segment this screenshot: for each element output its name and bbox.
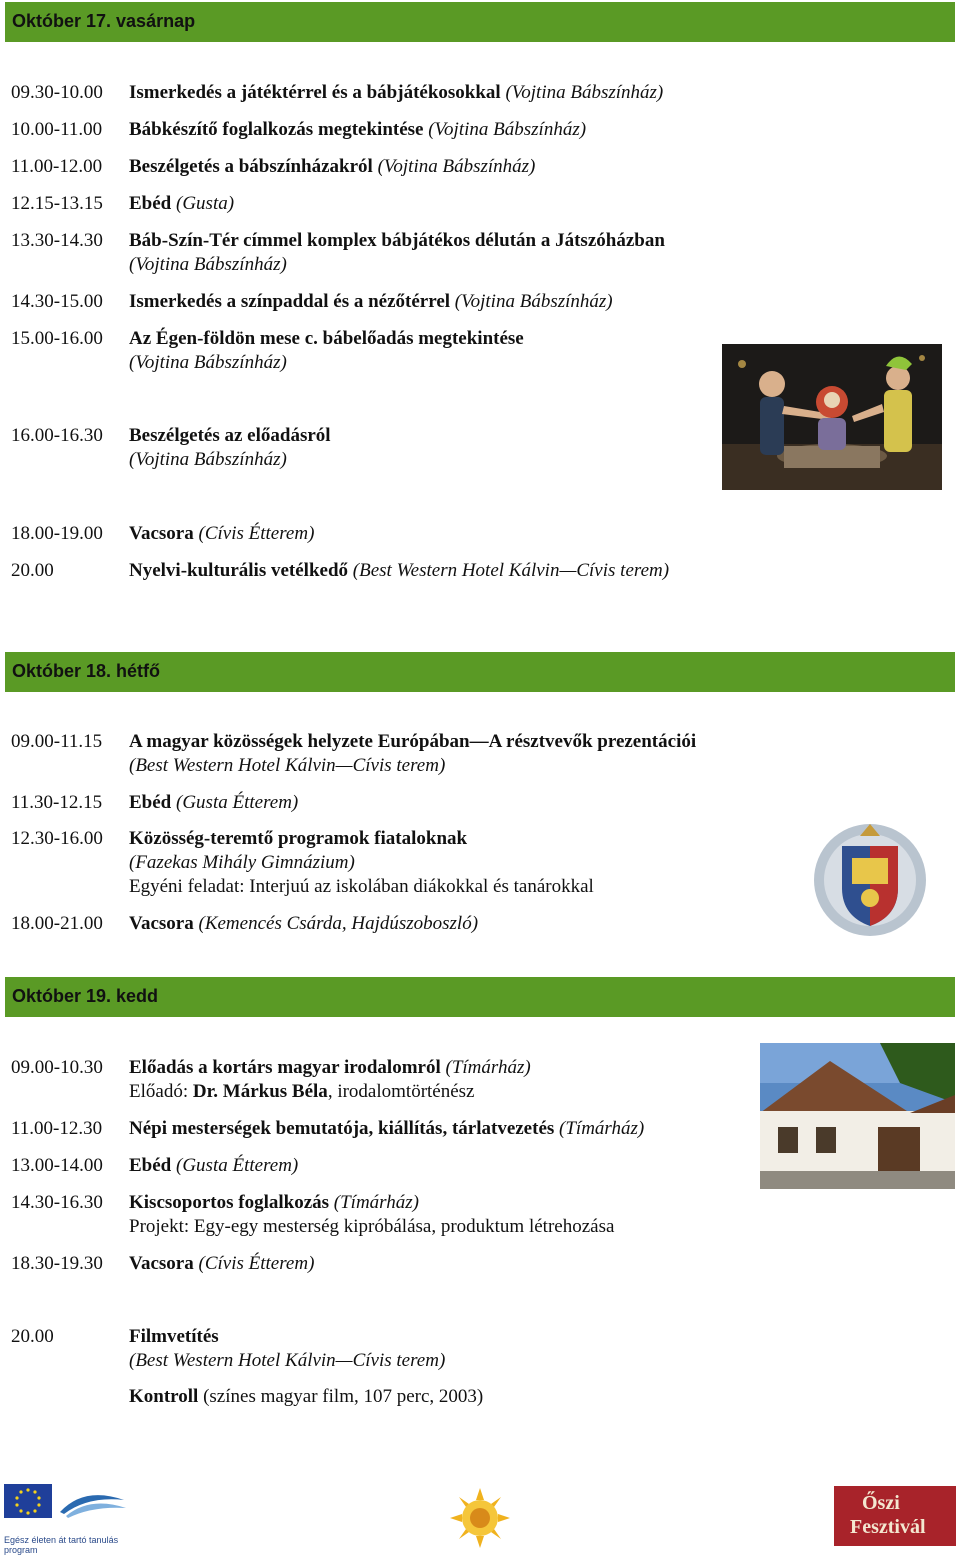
festival-word-2: Fesztivál	[850, 1516, 926, 1538]
event-location: (Cívis Étterem)	[198, 1253, 315, 1274]
event-title: Vacsora	[129, 1253, 194, 1274]
event-title: Közösség-teremtő programok fiataloknak	[129, 828, 468, 849]
time: 09.00-10.30	[11, 1057, 103, 1078]
day-heading-bar	[5, 652, 955, 692]
time: 18.00-21.00	[11, 913, 103, 934]
event-location: (Vojtina Bábszínház)	[377, 156, 536, 177]
time: 20.00	[11, 1326, 54, 1347]
event-title: Ebéd	[129, 792, 172, 813]
event-location: (Tímárház)	[333, 1192, 419, 1213]
time: 16.00-16.30	[11, 425, 103, 446]
event-title: Népi mesterségek bemutatója, kiállítás, tárlatvezetés	[129, 1118, 555, 1139]
day-heading-bar	[5, 2, 955, 42]
event-location: (Best Western Hotel Kálvin—Cívis terem)	[129, 755, 446, 776]
event-title: Nyelvi-kulturális vetélkedő	[129, 560, 349, 581]
event-note: Egyéni feladat: Interjuú az iskolában diákokkal és tanárokkal	[129, 876, 594, 897]
event-title: Ebéd	[129, 193, 172, 214]
event-location: (Best Western Hotel Kálvin—Cívis terem)	[352, 560, 670, 581]
event-location: (Cívis Étterem)	[198, 523, 315, 544]
time: 14.30-15.00	[11, 291, 103, 312]
time: 11.00-12.30	[11, 1118, 103, 1139]
event-location: (Gusta Étterem)	[176, 1155, 299, 1176]
time: 15.00-16.00	[11, 328, 103, 349]
timarhaz-building-photo	[760, 1043, 955, 1189]
speaker-label: Előadó:	[129, 1081, 193, 1102]
event-title: A magyar közösségek helyzete Európában—A résztvevők prezentációi	[129, 731, 697, 752]
festival-word-1: Őszi	[862, 1492, 900, 1514]
event-title: Ismerkedés a színpaddal és a nézőtérrel	[129, 291, 451, 312]
event-location: (Tímárház)	[445, 1057, 531, 1078]
eu-program-logo	[4, 1484, 128, 1555]
day-heading-bar	[5, 977, 955, 1017]
event-location: (Vojtina Bábszínház)	[505, 82, 664, 103]
autumn-festival-logo	[834, 1486, 956, 1546]
day-heading: Október 19. kedd	[12, 986, 159, 1006]
time: 11.30-12.15	[11, 792, 103, 813]
event-title: Az Égen-földön mese c. bábelőadás megtekintése	[129, 328, 524, 349]
event-title: Vacsora	[129, 913, 194, 934]
event-title: Előadás a kortárs magyar irodalomról	[129, 1057, 441, 1078]
time: 09.00-11.15	[11, 731, 103, 752]
puppet-show-photo	[722, 344, 942, 490]
event-title: Bábkészítő foglalkozás megtekintése	[129, 119, 424, 140]
time: 09.30-10.00	[11, 82, 103, 103]
eu-program-caption: Egész életen át tartó tanulás program	[4, 1535, 119, 1555]
film-info: (színes magyar film, 107 perc, 2003)	[198, 1386, 484, 1407]
time: 18.00-19.00	[11, 523, 103, 544]
time: 12.30-16.00	[11, 828, 103, 849]
day-heading: Október 18. hétfő	[12, 661, 161, 681]
time: 11.00-12.00	[11, 156, 103, 177]
event-location: (Vojtina Bábszínház)	[129, 352, 287, 373]
event-location: (Fazekas Mihály Gimnázium)	[129, 852, 355, 873]
event-title: Ismerkedés a játéktérrel és a bábjátékosokkal	[129, 82, 501, 103]
event-location: (Gusta)	[176, 193, 235, 214]
event-location: (Best Western Hotel Kálvin—Cívis terem)	[129, 1350, 446, 1371]
sun-emblem-logo	[450, 1488, 510, 1548]
event-title: Ebéd	[129, 1155, 172, 1176]
time: 18.30-19.30	[11, 1253, 103, 1274]
event-location: (Vojtina Bábszínház)	[454, 291, 613, 312]
time: 20.00	[11, 560, 54, 581]
event-title: Báb-Szín-Tér címmel komplex bábjátékos délután a Játszóházban	[129, 230, 665, 251]
event-title: Beszélgetés az előadásról	[129, 425, 331, 446]
event-title: Kiscsoportos foglalkozás	[129, 1192, 330, 1213]
event-location: (Vojtina Bábszínház)	[129, 254, 287, 275]
event-location: (Gusta Étterem)	[176, 792, 299, 813]
event-location: (Vojtina Bábszínház)	[129, 449, 287, 470]
event-note: Projekt: Egy-egy mesterség kipróbálása, produktum létrehozása	[129, 1216, 615, 1237]
school-crest-image	[800, 818, 940, 942]
event-title: Beszélgetés a bábszínházakról	[129, 156, 373, 177]
event-title: Vacsora	[129, 523, 194, 544]
speaker-name: Dr. Márkus Béla	[192, 1081, 328, 1102]
event-title: Filmvetítés	[129, 1326, 219, 1347]
time: 14.30-16.30	[11, 1192, 103, 1213]
day-heading: Október 17. vasárnap	[12, 11, 196, 31]
time: 13.30-14.30	[11, 230, 103, 251]
time: 10.00-11.00	[11, 119, 103, 140]
speaker-role: , irodalomtörténész	[327, 1081, 475, 1102]
event-location: (Tímárház)	[559, 1118, 645, 1139]
event-location: (Vojtina Bábszínház)	[428, 119, 587, 140]
time: 13.00-14.00	[11, 1155, 103, 1176]
film-title: Kontroll	[129, 1386, 199, 1407]
event-location: (Kemencés Csárda, Hajdúszoboszló)	[198, 913, 479, 934]
time: 12.15-13.15	[11, 193, 103, 214]
